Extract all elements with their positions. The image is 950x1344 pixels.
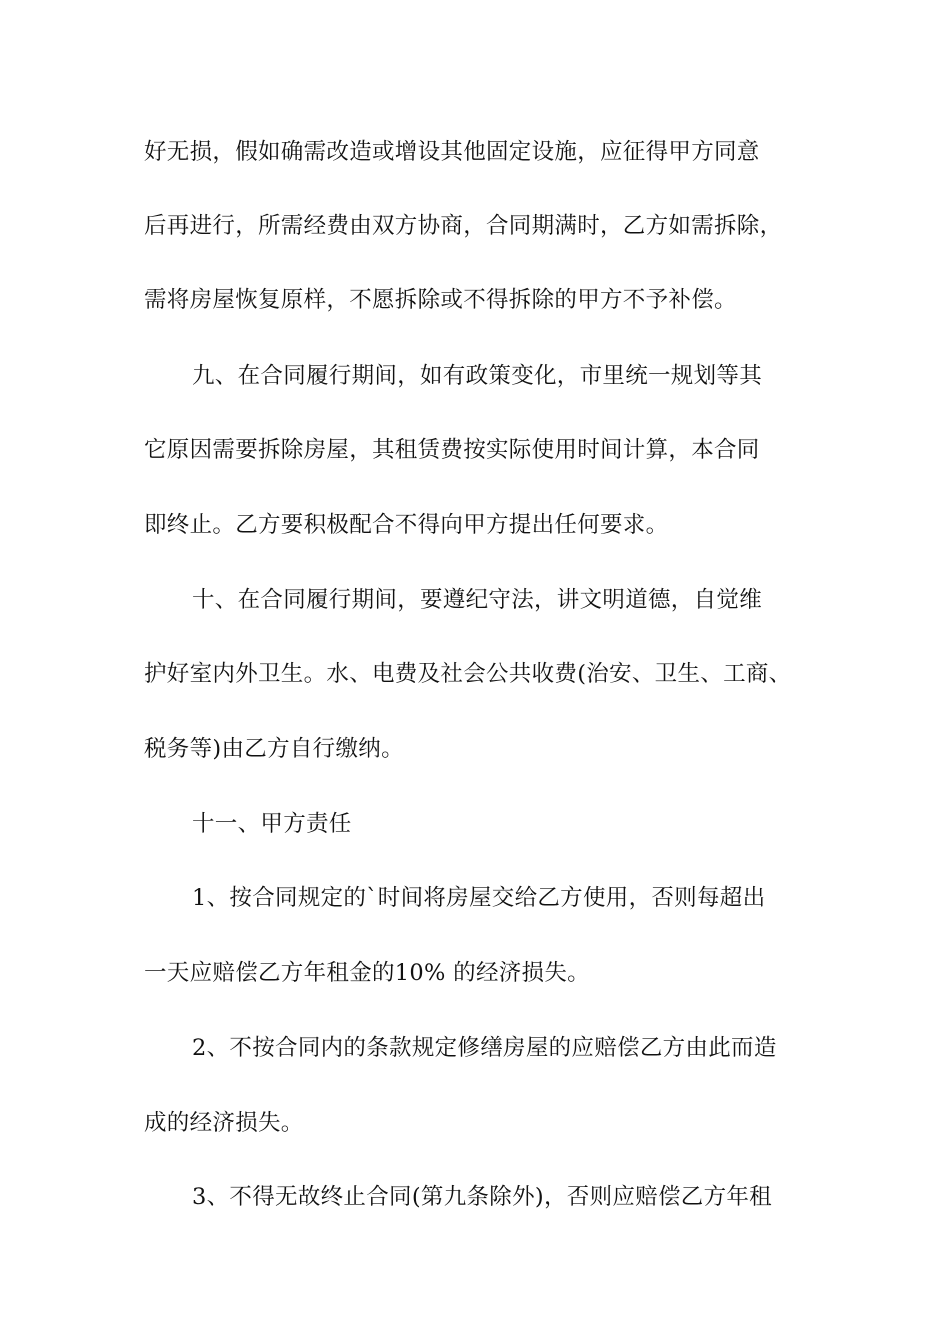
text-line: 成的经济损失。 bbox=[144, 1110, 304, 1136]
text-line: 护好室内外卫生。水、电费及社会公共收费(治安、卫生、工商、 bbox=[144, 661, 792, 687]
section-heading-11: 十一、甲方责任 bbox=[192, 811, 352, 837]
item-2-start: 2、不按合同内的条款规定修缮房屋的应赔偿乙方由此而造 bbox=[192, 1035, 777, 1061]
text-line: 它原因需要拆除房屋，其租赁费按实际使用时间计算，本合同 bbox=[144, 437, 760, 463]
text-line: 好无损，假如确需改造或增设其他固定设施，应征得甲方同意 bbox=[144, 139, 760, 165]
paragraph-10-start: 十、在合同履行期间，要遵纪守法，讲文明道德，自觉维 bbox=[192, 587, 763, 613]
text-line: 一天应赔偿乙方年租金的10% 的经济损失。 bbox=[144, 960, 590, 986]
paragraph-9-start: 九、在合同履行期间，如有政策变化，市里统一规划等其 bbox=[192, 363, 763, 389]
text-line: 税务等)由乙方自行缴纳。 bbox=[144, 736, 404, 762]
text-line: 需将房屋恢复原样，不愿拆除或不得拆除的甲方不予补偿。 bbox=[144, 287, 737, 313]
item-3-start: 3、不得无故终止合同(第九条除外)，否则应赔偿乙方年租 bbox=[192, 1184, 772, 1210]
text-line: 即终止。乙方要积极配合不得向甲方提出任何要求。 bbox=[144, 512, 669, 538]
item-1-start: 1、按合同规定的`时间将房屋交给乙方使用，否则每超出 bbox=[192, 885, 766, 911]
text-line: 后再进行，所需经费由双方协商，合同期满时，乙方如需拆除， bbox=[144, 213, 783, 239]
